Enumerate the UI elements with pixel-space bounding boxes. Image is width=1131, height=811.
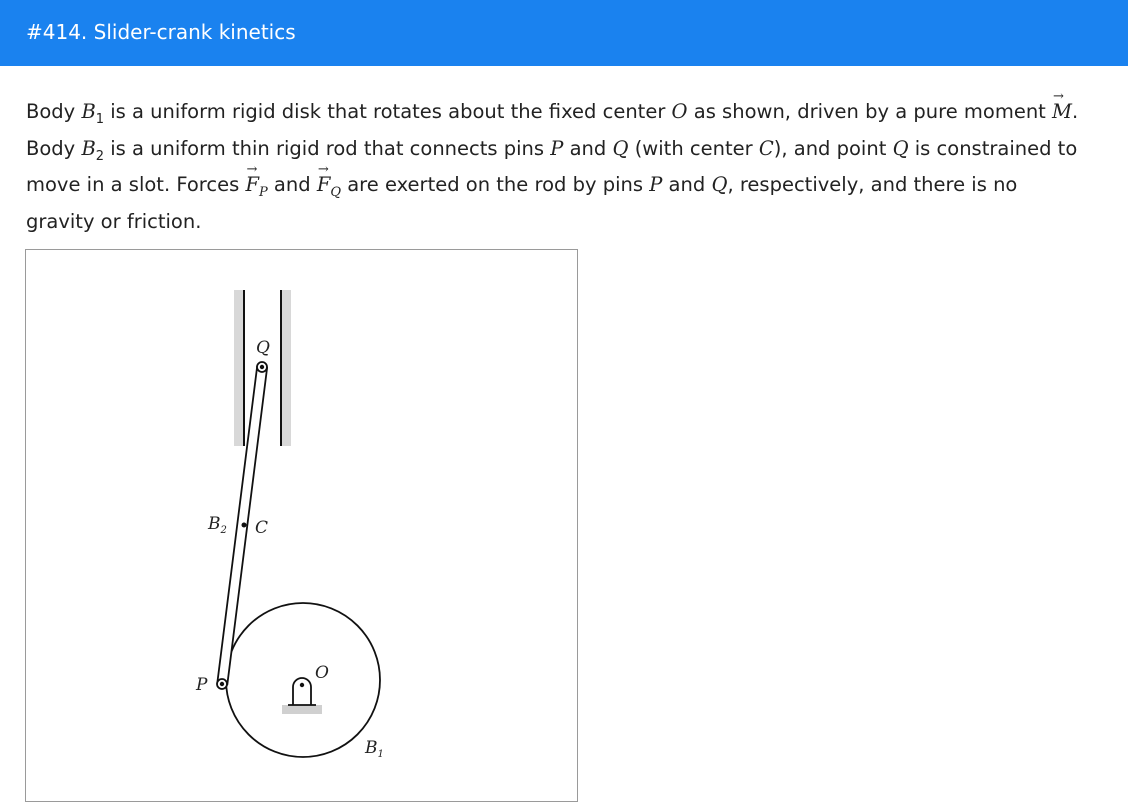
center-c-dot xyxy=(242,523,247,528)
page-header xyxy=(0,0,1128,66)
figure-svg xyxy=(26,250,577,801)
pin-q xyxy=(260,365,264,369)
problem-line-4: gravity or friction. xyxy=(26,209,202,233)
symbol-b2: B xyxy=(81,136,96,160)
symbol-b1: B xyxy=(81,100,96,123)
symbol-m-vector: → M xyxy=(1052,95,1072,129)
label-b2: $B_2$ xyxy=(208,514,227,536)
symbol-q: Q xyxy=(612,136,629,160)
label-p: P xyxy=(196,675,208,695)
slider-crank-figure xyxy=(25,249,578,802)
symbol-fq-vector: → F xyxy=(317,168,331,202)
symbol-p: P xyxy=(550,136,564,160)
slot-wall-left xyxy=(234,290,243,446)
problem-statement xyxy=(26,95,1106,238)
symbol-c: C xyxy=(758,136,774,160)
pin-o xyxy=(300,683,304,687)
symbol-o: O xyxy=(671,100,688,123)
label-o: O xyxy=(315,663,329,683)
problem-line-3: move in a slot. Forces → $F_P$ and → $F_Q$ are exerted on the rod by pins P and Q, respectively, and there is no xyxy=(26,168,1106,205)
page-title: #414. Slider-crank kinetics xyxy=(26,20,296,44)
label-b1: $B_1$ xyxy=(365,738,384,760)
pivot-bracket xyxy=(293,678,311,705)
problem-line-1: Body $B_1$ is a uniform rigid disk that rotates about the fixed center O as shown, driven by a pure moment → M. xyxy=(26,95,1106,132)
symbol-fp-vector: → F xyxy=(245,168,259,202)
pin-p xyxy=(220,682,224,686)
slot-wall-right xyxy=(282,290,291,446)
problem-line-2: Body $B_2$ is a uniform thin rigid rod that connects pins P and Q (with center C), and point Q is constrained to xyxy=(26,136,1078,164)
label-q: Q xyxy=(256,338,270,358)
ground-support xyxy=(282,705,322,714)
label-c: C xyxy=(255,518,269,538)
